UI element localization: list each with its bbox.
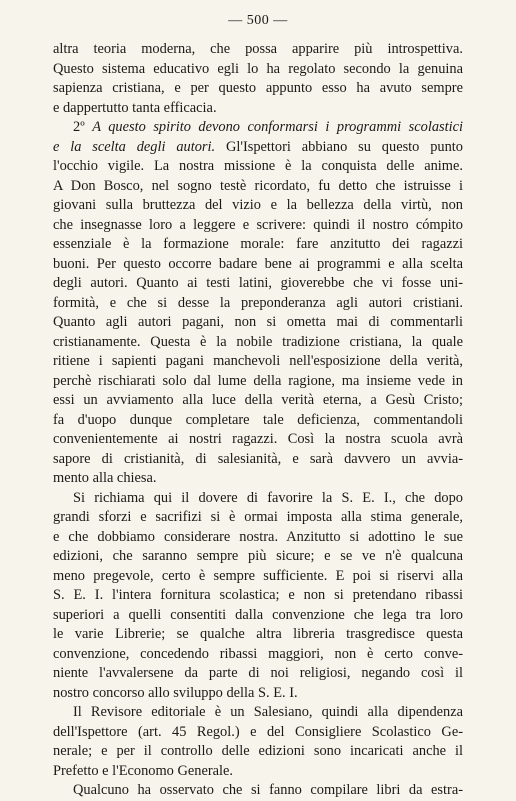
text-line: buoni. Per questo occorre badare bene ai programmi e alla scelta (53, 255, 463, 272)
text-line: convenzione, concedendo ribassi maggiori, non è certo conve- (53, 645, 463, 662)
text-line: Il Revisore editoriale è un Salesiano, quindi alla dipendenza (73, 704, 463, 720)
body-text (53, 40, 463, 801)
text-line: nostro concorso allo sviluppo della S. E. I. (53, 684, 298, 701)
text-line: mento alla chiesa. (53, 470, 157, 486)
text-line: Si richiama qui il dovere di favorire la S. E. I., che dopo (73, 489, 463, 506)
text-line: meno pregevole, certo è sempre sufficiente. E poi si riservi alla (53, 567, 463, 584)
text-line: Qualcuno ha osservato che si fanno compilare libri da estra- (73, 782, 463, 798)
text-line: A Don Bosco, nel sogno testè ricordato, fu detto che istruisse i (53, 177, 463, 194)
text-line: Prefetto e l'Economo Generale. (53, 762, 234, 779)
text-line: superiori a quelli consentiti dalla convenzione che lega tra loro (53, 606, 463, 623)
text-line: Questo sistema educativo egli lo ha regolato secondo la genuina (53, 60, 463, 77)
text-line: nerale; e per il controllo delle edizioni sono incaricati anche il (53, 743, 463, 759)
text-line: sapienza cristiana, e per questo appunto esso ha avuto sempre (53, 80, 463, 96)
text-line (53, 118, 463, 138)
text-line: le varie Librerie; se qualche altra libreria trasgredisce questa (53, 626, 463, 642)
text-line (53, 138, 463, 158)
text-span: Gl'Ispettori abbiano su questo punto (215, 138, 463, 155)
text-line: essenziale è la formazione morale: fare anzitutto dei ragazzi (53, 236, 463, 252)
text-line: convenientemente ai nostri ragazzi. Così la nostra scuola avrà (53, 431, 463, 447)
text-line: dell'Ispettore (art. 45 Regol.) e del Consigliere Scolastico Ge- (53, 723, 463, 740)
text-line: giovani sulla bruttezza del vizio e la bellezza della virtù, non (53, 197, 463, 213)
italic-text: e la scelta degli autori. (53, 138, 216, 155)
text-line: l'occhio vigile. La nostra missione è la conquista delle anime. (53, 158, 463, 174)
text-line: sapore di cristianità, di salesianità, e sarà davvero un avvia- (53, 450, 463, 467)
text-line: perchè rischiarati solo dal lume della ragione, ma insieme vede in (53, 372, 463, 389)
text-line: essi un avviamento alla luce della verità eterna, a Gesù Cristo; (53, 392, 463, 408)
page-number: — 500 — (228, 13, 288, 28)
text-span: 2º (73, 119, 93, 135)
text-line: che insegnasse loro a leggere e scrivere: quindi il nostro cómpito (53, 216, 463, 233)
text-line: niente l'avvalersene da parte di noi religiosi, negando così il (53, 665, 463, 681)
text-line: Quanto agli autori pagani, non si ometta mai di commentarli (53, 314, 463, 330)
text-line: e dappertutto tanta efficacia. (53, 99, 217, 116)
text-line: altra teoria moderna, che possa apparire più introspettiva. (53, 41, 463, 57)
text-line: S. E. I. l'intera fornitura scolastica; e non si pretendano ribassi (53, 587, 463, 603)
text-line: ritiene i sapienti pagani manchevoli nell'esposizione della verità, (53, 353, 463, 369)
italic-text: A questo spirito devono conformarsi i programmi scolastici (92, 119, 463, 135)
text-line: e che dobbiamo considerare nostra. Anzitutto si adottino le sue (53, 528, 463, 545)
text-line: cristianamente. Questa è la nobile tradizione cristiana, la quale (53, 333, 463, 350)
text-line: degli autori. Quanto ai testi latini, gioverebbe che vi fosse uni- (53, 275, 463, 291)
text-line: grandi sforzi e sacrifizi si è ormai imposta alla stima generale, (53, 509, 463, 525)
text-line: formità, e che si desse la preponderanza agli autori cristiani. (53, 294, 463, 311)
text-line: fa d'uopo dunque completare tale deficienza, commentandoli (53, 411, 463, 428)
text-line: edizioni, che saranno sempre più sicure; e se ve n'è qualcuna (53, 548, 463, 564)
